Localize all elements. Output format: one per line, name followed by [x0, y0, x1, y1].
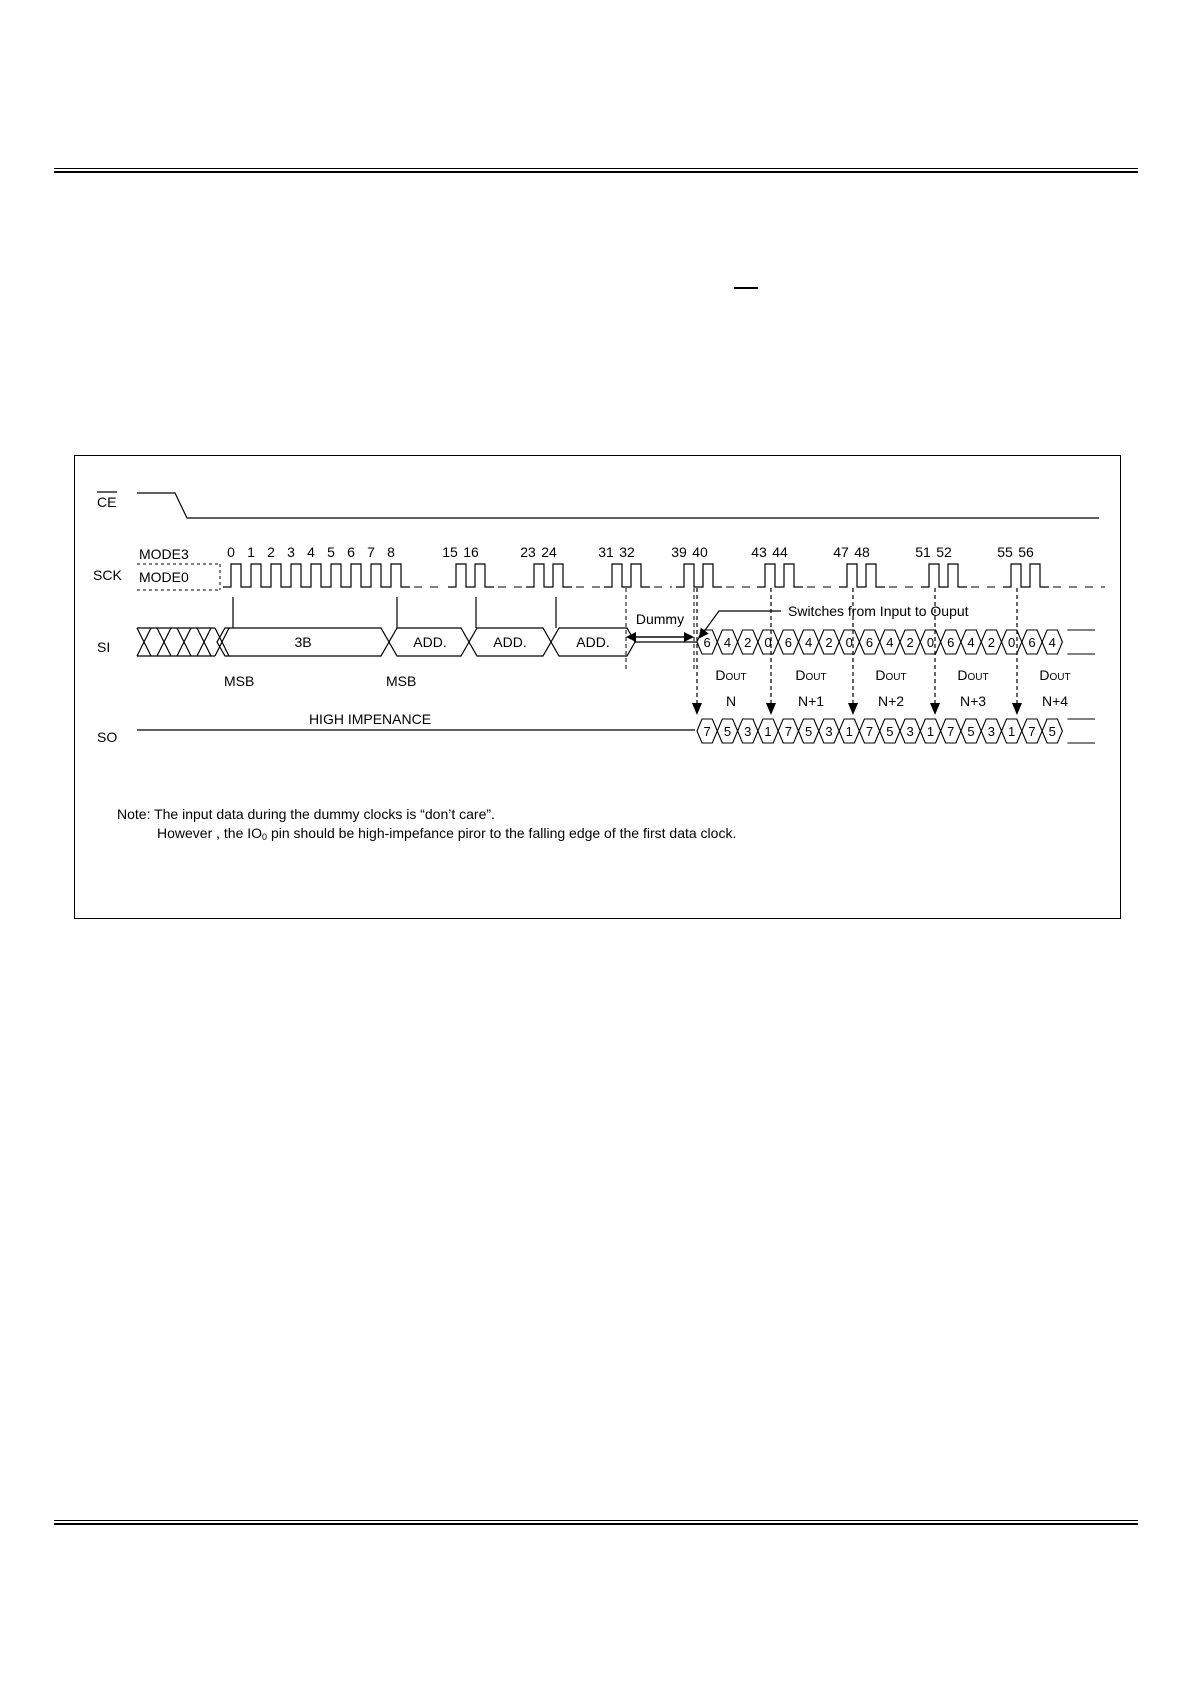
so-data-bit: 3	[987, 724, 995, 739]
si-data-bit: 2	[906, 635, 914, 650]
dout-label	[1039, 667, 1070, 683]
clock-number: 55	[997, 544, 1013, 560]
clock-number: 6	[347, 544, 355, 560]
clock-number: 16	[463, 544, 479, 560]
clock-number: 3	[287, 544, 295, 560]
dout-label-sub: OUT	[725, 672, 747, 683]
clock-number: 39	[671, 544, 687, 560]
clock-number: 56	[1018, 544, 1034, 560]
si-data-bit: 4	[967, 635, 975, 650]
clock-number: 40	[692, 544, 708, 560]
note-line-2-suffix: pin should be high-impefance piror to the falling edge of the first data clock.	[267, 825, 737, 841]
si-data-bit: 4	[886, 635, 894, 650]
dout-label	[875, 667, 906, 683]
timing-diagram	[75, 456, 1122, 920]
so-data-bit: 5	[1048, 724, 1056, 739]
dout-label-sub: OUT	[805, 672, 827, 683]
note-line-2	[157, 825, 736, 842]
clock-number: 48	[854, 544, 870, 560]
clock-number: 31	[598, 544, 614, 560]
clock-number: 43	[751, 544, 767, 560]
dout-label-main: D	[715, 667, 726, 683]
dout-index: N	[725, 693, 737, 709]
clock-number: 15	[442, 544, 458, 560]
overbar-mark	[734, 287, 758, 289]
dummy-label: Dummy	[635, 611, 685, 627]
si-data-bit: 6	[865, 635, 874, 650]
so-data-bit: 7	[703, 724, 711, 739]
si-data-bit: 6	[703, 635, 711, 650]
header-rule	[54, 168, 1138, 173]
so-data-bit: 7	[784, 724, 792, 739]
dout-arrowhead	[766, 703, 776, 715]
sck-signal-label: SCK	[93, 567, 122, 583]
so-data-bit: 1	[764, 724, 772, 739]
sck-waveform	[223, 564, 1049, 587]
switch-annotation: Switches from Input to Ouput	[788, 603, 969, 619]
si-data-bit: 4	[805, 635, 813, 650]
dout-label-sub: OUT	[967, 672, 989, 683]
si-data-bit: 6	[1028, 635, 1036, 650]
so-waveform	[697, 719, 1095, 743]
msb-label-2: MSB	[386, 673, 417, 689]
clock-number: 23	[520, 544, 536, 560]
note-line-2-prefix: However , the IO	[157, 825, 263, 841]
clock-number-labels	[227, 544, 1034, 560]
so-data-bit: 3	[825, 724, 833, 739]
footer-rule	[54, 1520, 1138, 1525]
mode0-label: MODE0	[139, 569, 189, 585]
sample-markers	[233, 597, 556, 628]
dout-label-main: D	[875, 667, 886, 683]
si-data-bit: 0	[764, 635, 772, 650]
note-line-2-sub: 0	[262, 832, 268, 842]
so-data-bit: 5	[886, 724, 894, 739]
note-line-1: Note: The input data during the dummy clocks is “don’t care”.	[117, 806, 495, 822]
si-field-label: ADD.	[493, 634, 527, 650]
so-data-bit: 7	[1028, 724, 1036, 739]
so-data-bit: 5	[723, 724, 732, 739]
dout-arrowhead	[930, 703, 940, 715]
dout-label-main: D	[795, 667, 806, 683]
si-data-bit: 6	[784, 635, 792, 650]
timing-diagram-figure	[74, 455, 1121, 919]
si-data-bit: 4	[1048, 635, 1056, 650]
clock-number: 4	[307, 544, 315, 560]
clock-number: 2	[267, 544, 275, 560]
so-data-bit: 7	[947, 724, 955, 739]
so-data-bit: 3	[906, 724, 914, 739]
clock-number: 51	[915, 544, 931, 560]
si-data-bit: 0	[1008, 635, 1016, 650]
dout-index: N+3	[959, 693, 987, 709]
si-signal-label: SI	[97, 639, 111, 655]
mode3-label: MODE3	[139, 546, 189, 562]
clock-number: 5	[327, 544, 335, 560]
so-data-bit: 1	[845, 724, 853, 739]
si-data-bit: 0	[926, 635, 935, 650]
msb-label-1: MSB	[224, 673, 255, 689]
clock-number: 52	[936, 544, 952, 560]
si-data-bit: 6	[947, 635, 955, 650]
dout-label-main: D	[1039, 667, 1050, 683]
si-data-bit: 4	[723, 635, 732, 650]
dout-label	[795, 667, 826, 683]
clock-number: 44	[772, 544, 788, 560]
clock-number: 7	[367, 544, 375, 560]
so-data-bit: 5	[967, 724, 975, 739]
dout-arrowhead	[692, 703, 702, 715]
clock-number: 8	[387, 544, 395, 560]
dout-label	[957, 667, 988, 683]
si-data-bit: 2	[825, 635, 833, 650]
si-data-bit: 0	[845, 635, 853, 650]
si-data-bit: 2	[744, 635, 752, 650]
si-data-bit: 2	[987, 635, 995, 650]
so-data-bit: 3	[744, 724, 752, 739]
si-waveform	[137, 628, 1095, 656]
dout-arrowhead	[1012, 703, 1022, 715]
dout-label	[715, 667, 746, 683]
si-field-label: ADD.	[413, 634, 447, 650]
clock-number: 47	[833, 544, 849, 560]
si-field-label: ADD.	[576, 634, 610, 650]
so-data-bit: 7	[865, 724, 874, 739]
ce-waveform	[137, 493, 1099, 518]
ce-signal-label: CE	[97, 494, 117, 510]
clock-number: 32	[619, 544, 635, 560]
so-signal-label: SO	[97, 729, 118, 745]
clock-number: 24	[541, 544, 557, 560]
dout-label-sub: OUT	[885, 672, 907, 683]
dout-label-sub: OUT	[1049, 672, 1071, 683]
clock-number: 0	[227, 544, 235, 560]
clock-number: 1	[247, 544, 255, 560]
so-high-impedance-label: HIGH IMPENANCE	[308, 711, 432, 727]
so-data-bit: 1	[926, 724, 935, 739]
dout-index: N+1	[797, 693, 825, 709]
dout-arrowhead	[848, 703, 858, 715]
so-data-bit: 1	[1008, 724, 1016, 739]
dout-index: N+2	[877, 693, 905, 709]
switch-arrow	[700, 611, 781, 637]
si-field-label: 3B	[294, 634, 312, 650]
so-data-bit: 5	[805, 724, 813, 739]
dout-label-main: D	[957, 667, 968, 683]
dout-index: N+4	[1041, 693, 1069, 709]
